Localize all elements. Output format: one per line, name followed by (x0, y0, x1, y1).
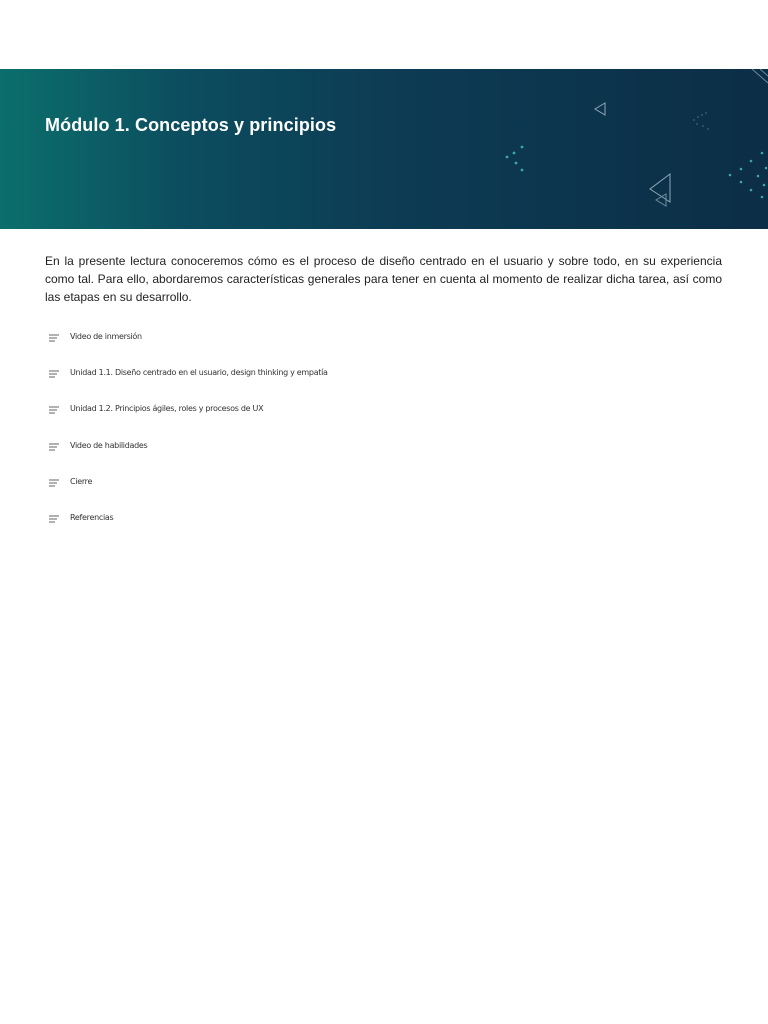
list-lines-icon (48, 513, 60, 525)
toc-item-unidad-1-1[interactable] (48, 364, 548, 400)
dots-decoration (506, 146, 524, 172)
line-decoration (752, 69, 768, 83)
toc-item-label[interactable]: Video de inmersión (70, 332, 142, 341)
toc-item-video-habilidades[interactable] (48, 437, 548, 473)
table-of-contents (48, 328, 548, 545)
toc-item-label[interactable]: Unidad 1.2. Principios ágiles, roles y procesos de UX (70, 404, 264, 414)
page-title: Módulo 1. Conceptos y principios (45, 115, 337, 135)
toc-item-label[interactable]: Referencias (70, 512, 114, 522)
module-hero-banner (0, 69, 768, 229)
toc-item-unidad-1-2[interactable] (48, 400, 548, 436)
toc-item-cierre[interactable] (48, 473, 548, 509)
toc-item-label[interactable]: Unidad 1.1. Diseño centrado en el usuario, design thinking y empatía (70, 368, 328, 378)
dots-decoration (693, 112, 709, 130)
list-lines-icon (48, 441, 60, 453)
decorative-pattern (0, 69, 768, 229)
list-lines-icon (48, 404, 60, 416)
toc-item-referencias[interactable] (48, 509, 548, 545)
list-lines-icon (48, 368, 60, 380)
toc-item-video-inmersion[interactable] (48, 328, 548, 364)
list-lines-icon (48, 332, 60, 344)
list-lines-icon (48, 477, 60, 489)
triangle-decoration (595, 103, 605, 115)
intro-paragraph: En la presente lectura conoceremos cómo es el proceso de diseño centrado en el usuario y sobre todo, en su experiencia como tal. Para ello, abordaremos características generales para tener en cuenta al momento de realizar dicha tarea, así como las etapas en su desarrollo. (45, 254, 722, 304)
dots-decoration (729, 152, 768, 199)
toc-item-label[interactable]: Video de habilidades (70, 440, 148, 450)
toc-item-label[interactable]: Cierre (70, 476, 93, 486)
